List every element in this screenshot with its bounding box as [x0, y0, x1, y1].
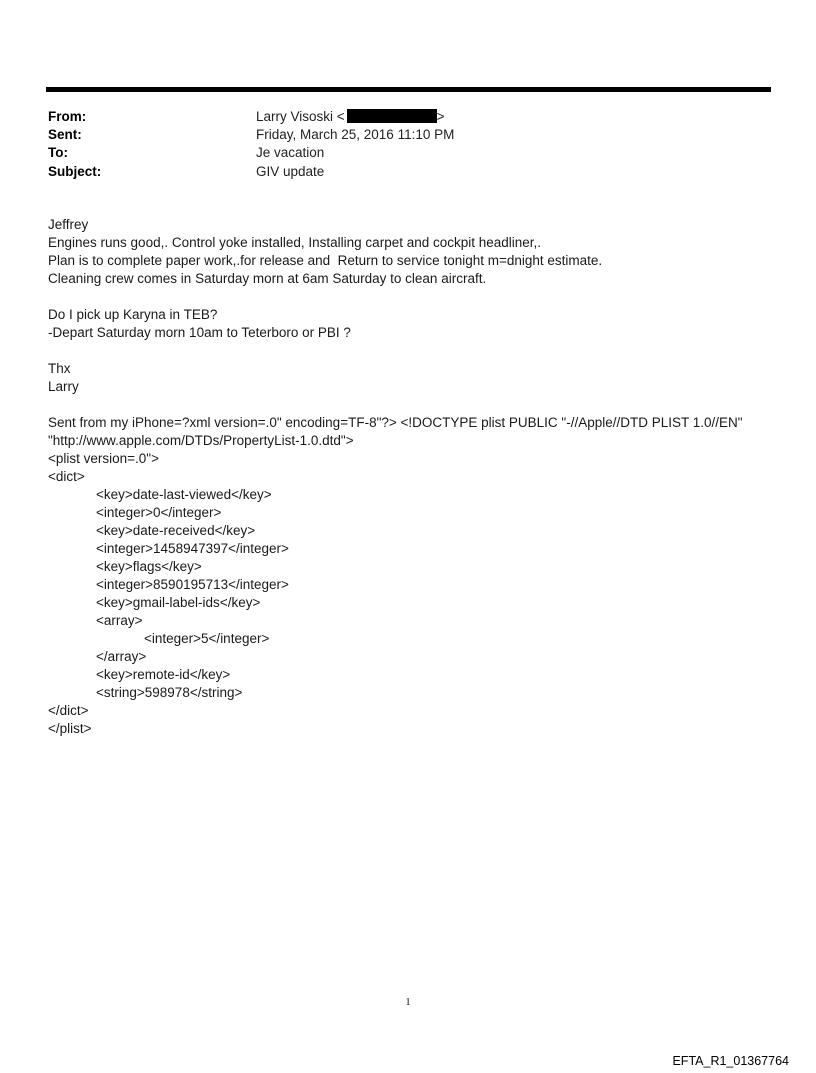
xml-line: <array> — [96, 613, 143, 628]
greeting: Jeffrey — [48, 217, 89, 232]
plist-close: </plist> — [48, 721, 92, 736]
xml-line: <integer>1458947397</integer> — [96, 541, 289, 556]
email-header — [48, 108, 748, 181]
question-line: Do I pick up Karyna in TEB? — [48, 307, 218, 322]
xml-line: <key>flags</key> — [96, 559, 202, 574]
xml-line: </array> — [96, 649, 147, 664]
subject-label: Subject: — [48, 163, 102, 179]
from-close: > — [436, 109, 445, 124]
xml-line: <key>remote-id</key> — [96, 667, 231, 682]
question-line: -Depart Saturday morn 10am to Teterboro or PBI ? — [48, 325, 351, 340]
from-row — [48, 108, 748, 126]
xml-line: <key>gmail-label-ids</key> — [96, 595, 261, 610]
sent-row — [48, 126, 748, 144]
spacer — [48, 396, 778, 414]
from-label: From: — [48, 109, 87, 124]
xml-line: <integer>8590195713</integer> — [96, 577, 289, 592]
signature: Larry — [48, 379, 79, 394]
xml-line: <string>598978</string> — [96, 685, 243, 700]
dict-open: <dict> — [48, 469, 85, 484]
from-value — [256, 108, 445, 126]
redaction-box — [347, 109, 437, 123]
dict-close: </dict> — [48, 703, 89, 718]
email-body — [48, 216, 778, 738]
to-row — [48, 144, 748, 162]
page-number: 1 — [405, 996, 411, 1008]
body-line: Engines runs good,. Control yoke installed, Installing carpet and cockpit headliner,. — [48, 235, 542, 250]
spacer — [48, 342, 778, 360]
xml-line: <integer>0</integer> — [96, 505, 222, 520]
xml-line: <key>date-last-viewed</key> — [96, 487, 272, 502]
header-rule — [46, 87, 771, 92]
subject-row — [48, 163, 748, 181]
thanks: Thx — [48, 361, 71, 376]
bates-number: EFTA_R1_01367764 — [672, 1054, 789, 1068]
dtd-url-line: "http://www.apple.com/DTDs/PropertyList-1.0.dtd"> — [48, 433, 354, 448]
to-value: Je vacation — [256, 145, 325, 161]
subject-value: GIV update — [256, 163, 325, 179]
to-label: To: — [48, 145, 68, 161]
spacer — [48, 288, 778, 306]
from-name: Larry Visoski < — [256, 109, 345, 124]
sent-from-line: Sent from my iPhone=?xml version=.0" encoding=TF-8"?> <!DOCTYPE plist PUBLIC "-//Apple//DTD PLIST 1.0//EN" — [48, 415, 743, 430]
xml-array-item: <integer>5</integer> — [144, 631, 270, 646]
sent-value: Friday, March 25, 2016 11:10 PM — [256, 127, 455, 143]
plist-open: <plist version=.0"> — [48, 451, 159, 466]
body-line: Plan is to complete paper work,.for release and Return to service tonight m=dnight estimate. — [48, 253, 603, 268]
sent-label: Sent: — [48, 127, 82, 143]
body-line: Cleaning crew comes in Saturday morn at 6am Saturday to clean aircraft. — [48, 271, 487, 286]
xml-line: <key>date-received</key> — [96, 523, 256, 538]
